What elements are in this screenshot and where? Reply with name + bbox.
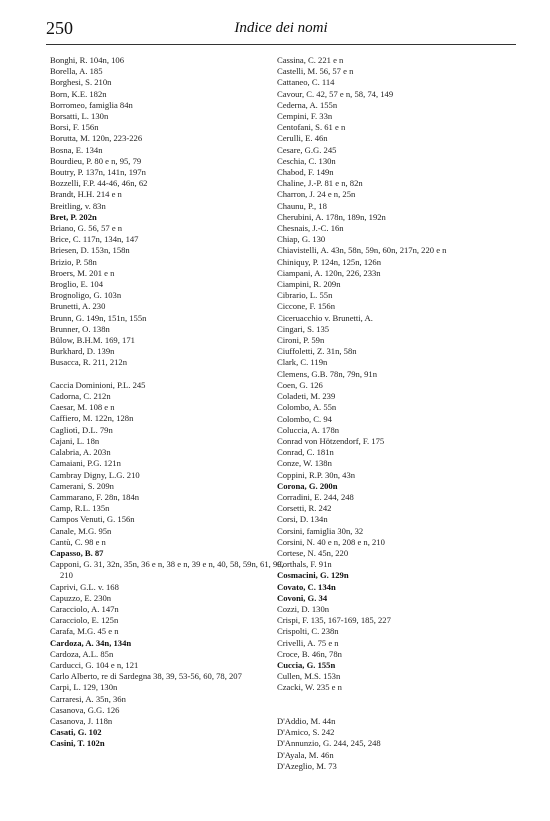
index-entry: Ciuffoletti, Z. 31n, 58n <box>277 346 357 357</box>
index-entry: Corradini, E. 244, 248 <box>277 491 354 502</box>
index-entry: Coen, G. 126 <box>277 379 323 390</box>
index-entry: Chiavistelli, A. 43n, 58n, 59n, 60n, 217n, 220 e n <box>277 245 447 256</box>
index-entry: Conrad von Hötzendorf, F. 175 <box>277 435 385 446</box>
index-entry: D'Azeglio, M. 73 <box>277 760 337 771</box>
index-entry: Canale, M.G. 95n <box>50 525 112 536</box>
index-entry: Chesnais, J.-C. 16n <box>277 223 344 234</box>
index-entry: Conrad, C. 181n <box>277 447 334 458</box>
index-entry: Born, K.E. 182n <box>50 88 107 99</box>
index-entry: Carpi, L. 129, 130n <box>50 682 118 693</box>
index-entry: Calabria, A. 203n <box>50 447 111 458</box>
index-entry: Castelli, M. 56, 57 e n <box>277 66 354 77</box>
index-entry: Broers, M. 201 e n <box>50 267 115 278</box>
index-entry: Cardoza, A.L. 85n <box>50 648 114 659</box>
index-entry: Bosna, E. 134n <box>50 144 103 155</box>
index-entry: Borella, A. 185 <box>50 66 103 77</box>
index-entry: Corsini, N. 40 e n, 208 e n, 210 <box>277 536 385 547</box>
index-entry: Capponi, G. 31, 32n, 35n, 36 e n, 38 e n, 39 e n, 40, 58, 59n, 61, 99, 210 <box>50 559 284 581</box>
index-entry: Camaiani, P.G. 121n <box>50 458 121 469</box>
index-entry: Conze, W. 138n <box>277 458 332 469</box>
index-entry: Brunn, G. 149n, 151n, 155n <box>50 312 147 323</box>
page-header <box>46 18 516 42</box>
index-entry: Croce, B. 46n, 78n <box>277 648 342 659</box>
index-entry: Cingari, S. 135 <box>277 323 330 334</box>
index-entry: Cagliotì, D.L. 79n <box>50 424 113 435</box>
index-entry: Crispi, F. 135, 167-169, 185, 227 <box>277 615 391 626</box>
index-entry: Cajani, L. 18n <box>50 435 100 446</box>
index-entry: Corona, G. 200n <box>277 480 338 491</box>
index-entry: Ciceruacchio v. Brunetti, A. <box>277 312 373 323</box>
index-entry: Cadorna, C. 212n <box>50 391 111 402</box>
index-entry: Briano, G. 56, 57 e n <box>50 223 123 234</box>
index-entry: Borsi, F. 156n <box>50 122 99 133</box>
index-entry: Cavour, C. 42, 57 e n, 58, 74, 149 <box>277 88 394 99</box>
index-entry: Caracciolo, E. 125n <box>50 615 119 626</box>
index-entry: Ceschia, C. 130n <box>277 155 336 166</box>
index-entry: Brognoligo, G. 103n <box>50 290 122 301</box>
index-entry: Caffiero, M. 122n, 128n <box>50 413 134 424</box>
index-entry: Brunner, O. 138n <box>50 323 110 334</box>
index-entry: Cuccia, G. 155n <box>277 659 336 670</box>
index-entry: Briesen, D. 153n, 158n <box>50 245 130 256</box>
section-gap <box>50 369 295 380</box>
index-entry: Casanova, G.G. 126 <box>50 704 120 715</box>
index-entry: Cherubini, A. 178n, 189n, 192n <box>277 211 386 222</box>
index-entry: Coluccia, A. 178n <box>277 424 340 435</box>
index-entry: Colombo, A. 55n <box>277 402 337 413</box>
index-entry: Ciampani, A. 120n, 226, 233n <box>277 267 381 278</box>
index-entry: Carraresi, A. 35n, 36n <box>50 693 126 704</box>
index-entry: Corsini, famiglia 30n, 32 <box>277 525 364 536</box>
index-entry: Cozzi, D. 130n <box>277 603 330 614</box>
index-entry: Ciccone, F. 156n <box>277 301 336 312</box>
index-entry: Borghesi, S. 210n <box>50 77 112 88</box>
index-entry: Casini, T. 102n <box>50 738 105 749</box>
index-entry: Charron, J. 24 e n, 25n <box>277 189 356 200</box>
index-entry: Breitling, v. 83n <box>50 200 106 211</box>
index-entry: Corthals, F. 91n <box>277 559 332 570</box>
index-entry: Caracciolo, A. 147n <box>50 603 119 614</box>
index-entry: Chaline, J.-P. 81 e n, 82n <box>277 178 363 189</box>
index-entry: Clemens, G.B. 78n, 79n, 91n <box>277 368 378 379</box>
index-entry: Cempini, F. 33n <box>277 111 333 122</box>
index-entry: Crivelli, A. 75 e n <box>277 637 339 648</box>
index-entry: Cambray Digny, L.G. 210 <box>50 469 140 480</box>
index-entry: Cederna, A. 155n <box>277 99 338 110</box>
index-entry: Chabod, F. 149n <box>277 167 334 178</box>
index-entry: Caesar, M. 108 e n <box>50 402 115 413</box>
index-entry: Cantù, C. 98 e n <box>50 536 106 547</box>
index-entry: Busacca, R. 211, 212n <box>50 357 128 368</box>
index-entry: Chiniquy, P. 124n, 125n, 126n <box>277 256 382 267</box>
index-entry: Corsetti, R. 242 <box>277 503 332 514</box>
index-entry: Czacki, W. 235 e n <box>277 682 342 693</box>
index-entry: Cardoza, A. 34n, 134n <box>50 637 132 648</box>
index-entry: Cerulli, E. 46n <box>277 133 328 144</box>
index-entry: Bourdieu, P. 80 e n, 95, 79 <box>50 155 142 166</box>
index-entry: Burkhard, D. 139n <box>50 346 115 357</box>
index-entry: Coladeti, M. 239 <box>277 391 336 402</box>
index-entry: Borromeo, famiglia 84n <box>50 99 133 110</box>
index-entry: Broglio, E. 104 <box>50 279 103 290</box>
index-entry: Coppini, R.P. 30n, 43n <box>277 469 356 480</box>
index-entry: Crispolti, C. 238n <box>277 626 339 637</box>
index-entry: Casati, G. 102 <box>50 727 102 738</box>
header-rule <box>46 44 516 45</box>
index-entry: Covato, C. 134n <box>277 581 336 592</box>
index-entry: Bozzelli, F.P. 44-46, 46n, 62 <box>50 178 148 189</box>
index-entry: Camerani, S. 209n <box>50 480 114 491</box>
index-entry: Cammarano, F. 28n, 184n <box>50 491 140 502</box>
index-entry: Boutry, P. 137n, 141n, 197n <box>50 167 146 178</box>
index-entry: D'Amico, S. 242 <box>277 727 335 738</box>
index-entry: Brizio, P. 58n <box>50 256 97 267</box>
index-entry: Camp, R.L. 135n <box>50 503 110 514</box>
section-gap <box>277 705 522 716</box>
index-entry: Cattaneo, C. 114 <box>277 77 335 88</box>
index-entry: Bret, P. 202n <box>50 211 97 222</box>
index-entry: Bonghi, R. 104n, 106 <box>50 55 125 65</box>
index-entry: Covoni, G. 34 <box>277 592 328 603</box>
index-entry: Cironi, P. 59n <box>277 335 325 346</box>
index-entry: Clark, C. 119n <box>277 357 328 368</box>
index-entry: Carafa, M.G. 45 e n <box>50 626 119 637</box>
index-entry: Borsatti, L. 130n <box>50 111 109 122</box>
index-entry: Cibrario, L. 55n <box>277 290 333 301</box>
index-entry: Chaunu, P., 18 <box>277 200 327 211</box>
index-entry: Cullen, M.S. 153n <box>277 671 341 682</box>
index-entry: Brunetti, A. 230 <box>50 301 106 312</box>
index-entry: Carlo Alberto, re di Sardegna 38, 39, 53-56, 60, 78, 207 <box>50 671 242 682</box>
index-entry: D'Addio, M. 44n <box>277 715 336 726</box>
index-entry: Brice, C. 117n, 134n, 147 <box>50 234 139 245</box>
index-entry: Caprivi, G.L. v. 168 <box>50 581 119 592</box>
index-entry: Carducci, G. 104 e n, 121 <box>50 659 139 670</box>
index-column-left <box>50 55 295 750</box>
index-column-right <box>277 55 522 772</box>
index-entry: Borutta, M. 120n, 223-226 <box>50 133 143 144</box>
index-entry: Chiap, G. 130 <box>277 234 326 245</box>
page-number: 250 <box>46 18 73 38</box>
running-title: Indice dei nomi <box>234 20 328 36</box>
index-entry: Cortese, N. 45n, 220 <box>277 547 349 558</box>
index-entry: Bülow, B.H.M. 169, 171 <box>50 335 135 346</box>
index-entry: Cesare, G.G. 245 <box>277 144 337 155</box>
index-entry: Ciampini, R. 209n <box>277 279 341 290</box>
section-gap <box>277 694 522 705</box>
index-entry: Brandt, H.H. 214 e n <box>50 189 122 200</box>
index-entry: Corsi, D. 134n <box>277 514 328 525</box>
index-entry: D'Ayala, M. 46n <box>277 749 334 760</box>
index-entry: Campos Venuti, G. 156n <box>50 514 135 525</box>
index-entry: Cassina, C. 221 e n <box>277 55 344 65</box>
index-entry: Caccia Dominioni, P.L. 245 <box>50 379 146 390</box>
index-entry: Capuzzo, E. 230n <box>50 592 112 603</box>
index-entry: Casanova, J. 118n <box>50 715 113 726</box>
index-entry: Cosmacini, G. 129n <box>277 570 349 581</box>
index-entry: Colombo, C. 94 <box>277 413 332 424</box>
index-entry: Capasso, B. 87 <box>50 547 104 558</box>
index-entry: Centofani, S. 61 e n <box>277 122 346 133</box>
index-entry: D'Annunzio, G. 244, 245, 248 <box>277 738 381 749</box>
